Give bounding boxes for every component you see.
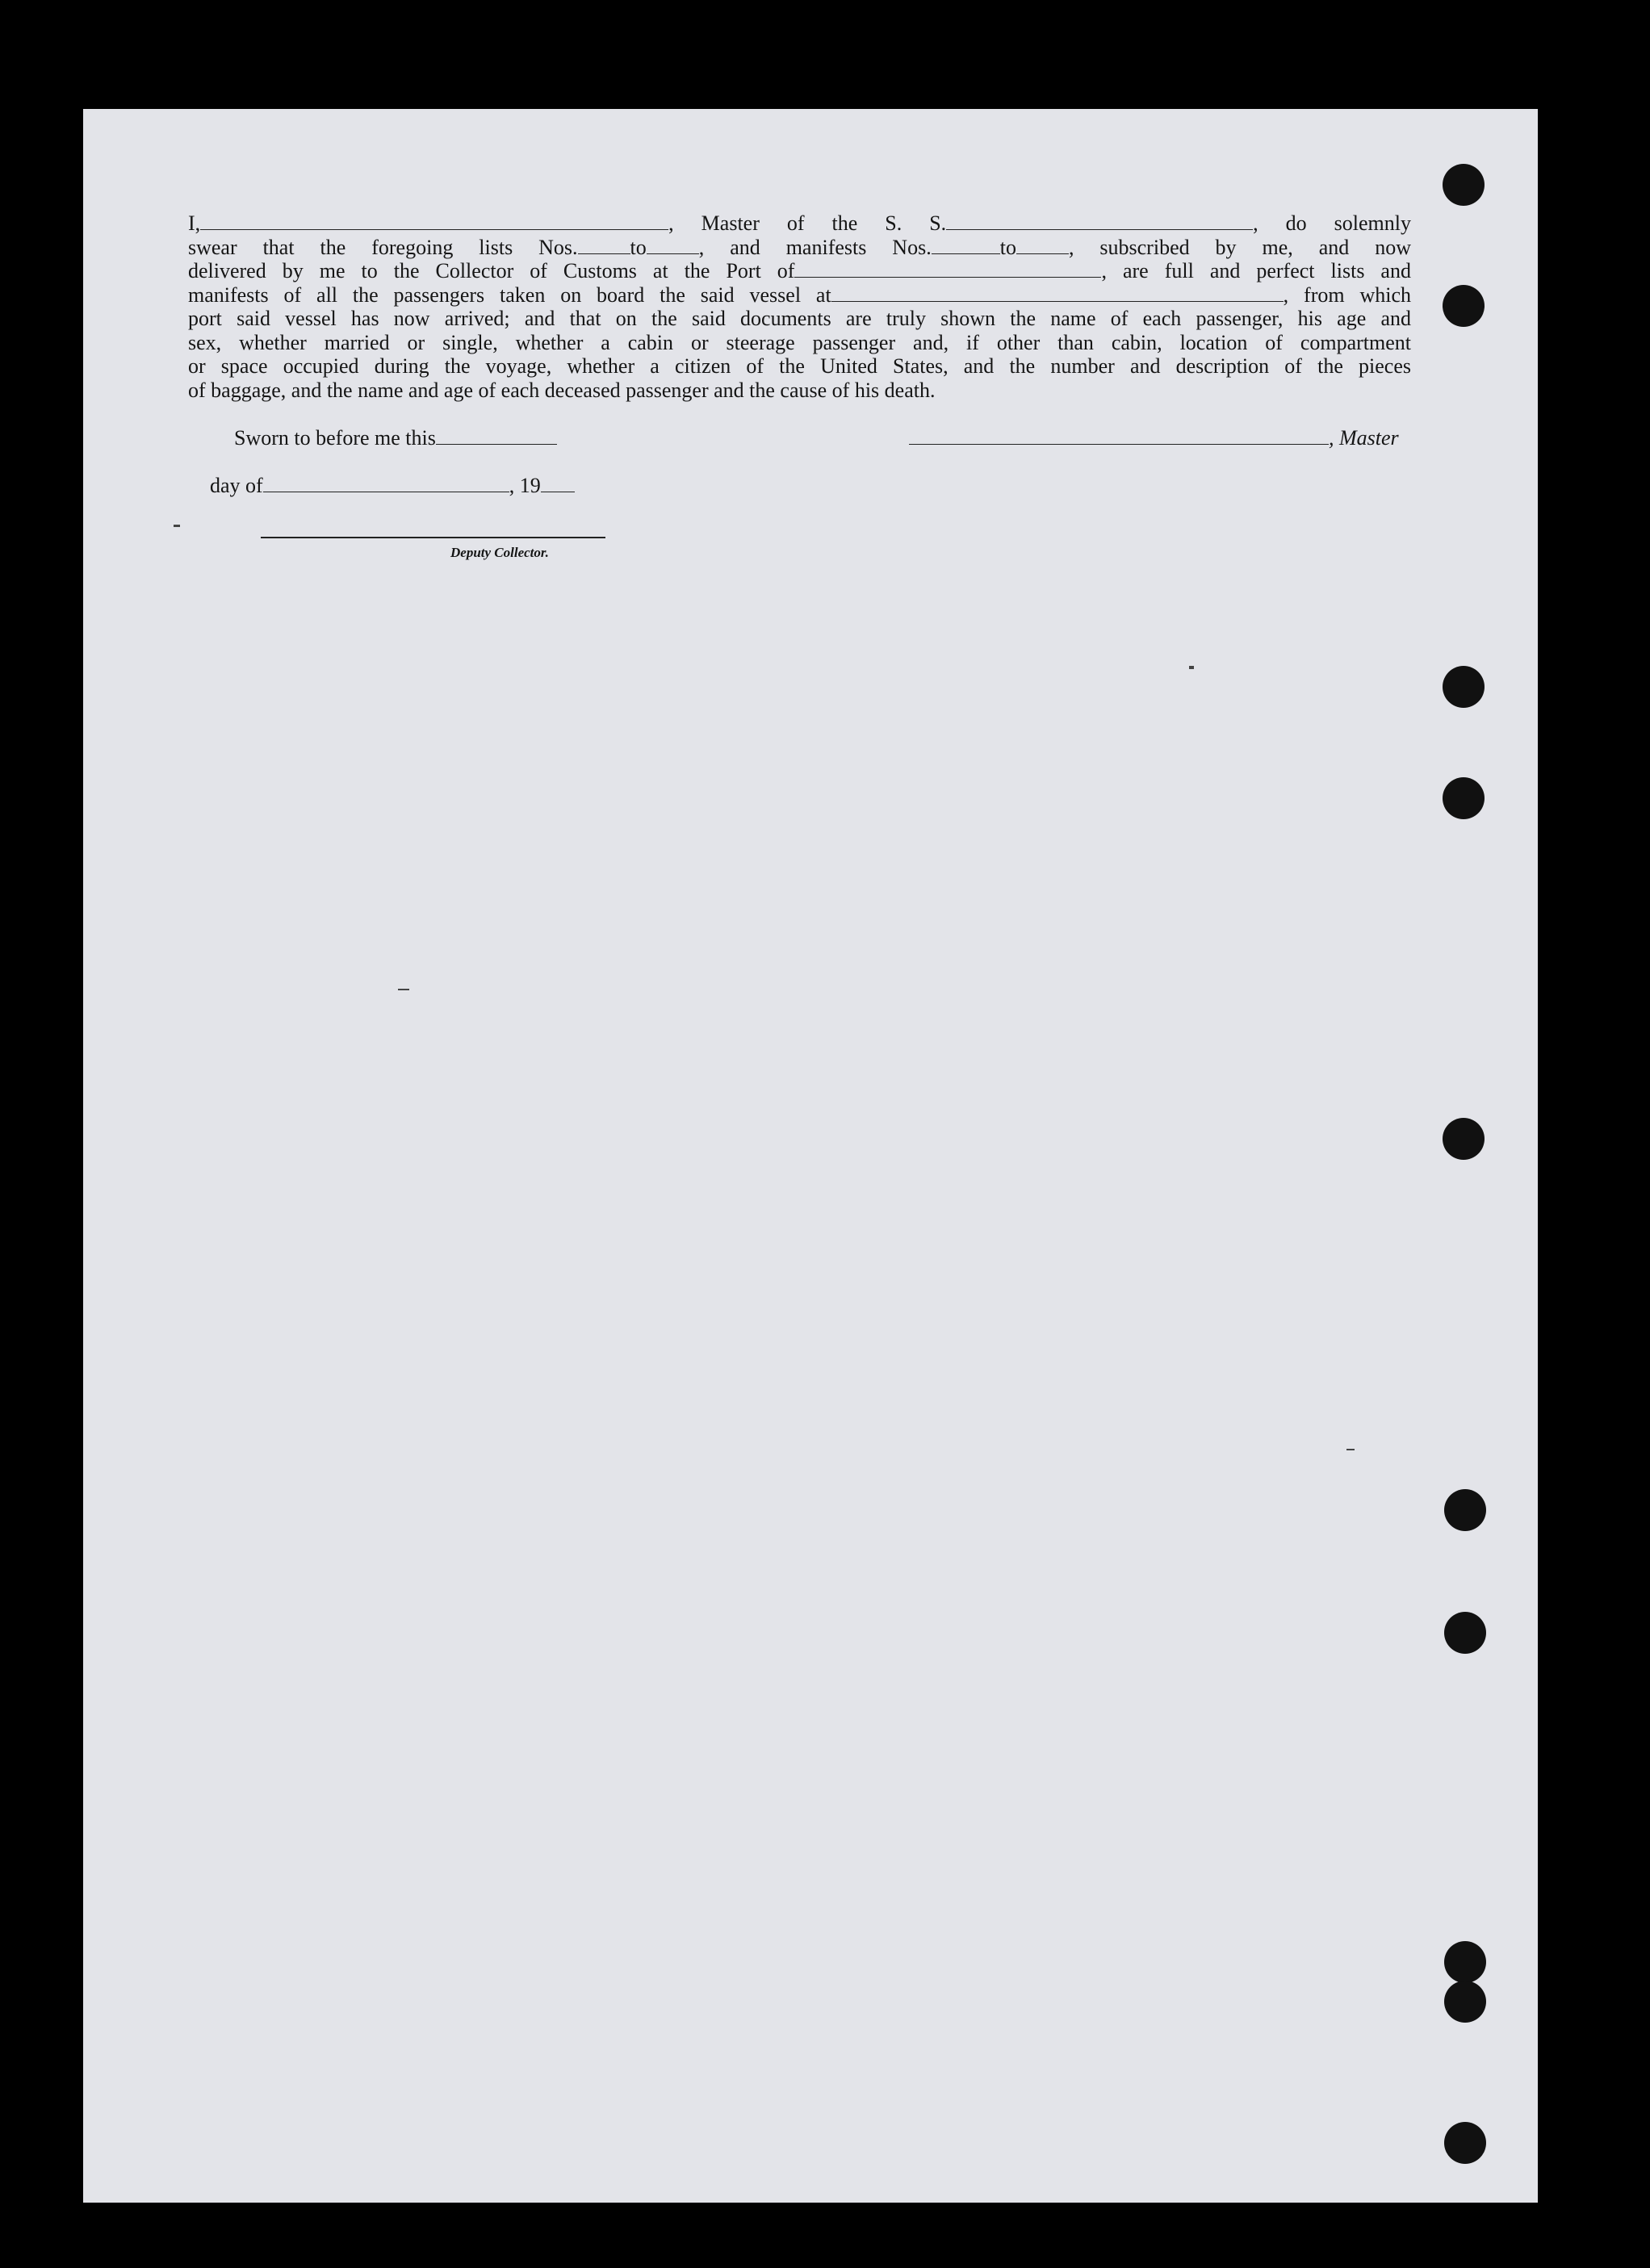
port-blank [794,262,1101,278]
scan-speck [398,989,409,990]
oath-paragraph [188,211,1411,402]
oath-text: manifests of all the passengers taken on board the said vessel at [188,282,831,307]
punch-hole [1443,164,1485,206]
year-blank [541,477,575,492]
oath-text: , from which [1283,282,1411,307]
list-to-blank [647,239,699,254]
master-signature-line [909,426,1399,450]
sworn-day-blank [436,429,557,445]
punch-hole [1444,1941,1486,1983]
day-of-line [210,474,575,498]
master-name-blank [200,215,668,230]
oath-line-6: sex, whether married or single, whether a cabin or steerage passenger and, if other than cabin, location of compartment [188,330,1411,354]
oath-line-4 [188,283,1411,308]
oath-text: , and manifests Nos. [698,235,932,259]
punch-hole [1444,1612,1486,1654]
oath-line-3 [188,259,1411,283]
punch-hole [1443,777,1485,819]
deputy-signature-rule [261,537,605,538]
year-label: , 19 [509,474,541,497]
oath-line-1 [188,211,1411,236]
document-page [83,109,1538,2203]
punch-hole [1443,1118,1485,1160]
oath-text: , Master of the S. S. [668,211,947,235]
manifest-to-blank [1016,239,1069,254]
day-of-label: day of [210,474,263,497]
departure-port-blank [831,287,1284,302]
oath-line-8: of baggage, and the name and age of each deceased passenger and the cause of his death. [188,378,936,402]
oath-line-2 [188,236,1411,260]
list-from-blank [578,239,630,254]
oath-text: , do solemnly [1253,211,1411,235]
punch-hole [1444,1981,1486,2023]
oath-line-7: or space occupied during the voyage, whether a citizen of the United States, and the number and description of the pieces [188,354,1411,378]
punch-hole [1444,2122,1486,2164]
oath-text: delivered by me to the Collector of Customs at the Port of [188,259,795,282]
manifest-from-blank [932,239,1000,254]
sworn-label: Sworn to before me this [234,426,436,450]
punch-hole [1443,285,1485,327]
oath-text: , subscribed by me, and now [1068,235,1411,259]
scan-speck [1189,666,1194,669]
month-blank [263,477,509,492]
oath-text: , are full and perfect lists and [1101,259,1411,282]
punch-hole [1443,666,1485,708]
oath-text: to [630,235,647,259]
oath-text: swear that the foregoing lists Nos. [188,235,578,259]
master-label: , Master [1329,426,1399,450]
scan-speck [174,525,180,527]
scan-speck [1346,1449,1355,1450]
oath-text: to [999,235,1016,259]
master-signature-blank [909,429,1329,445]
sworn-line [234,426,557,450]
oath-line-5: port said vessel has now arrived; and that on the said documents are truly shown the name of each passenger, his age and [188,307,1411,330]
ship-name-blank [946,215,1253,230]
deputy-collector-label: Deputy Collector. [450,545,549,560]
punch-hole [1444,1489,1486,1531]
oath-text: I, [188,211,201,235]
